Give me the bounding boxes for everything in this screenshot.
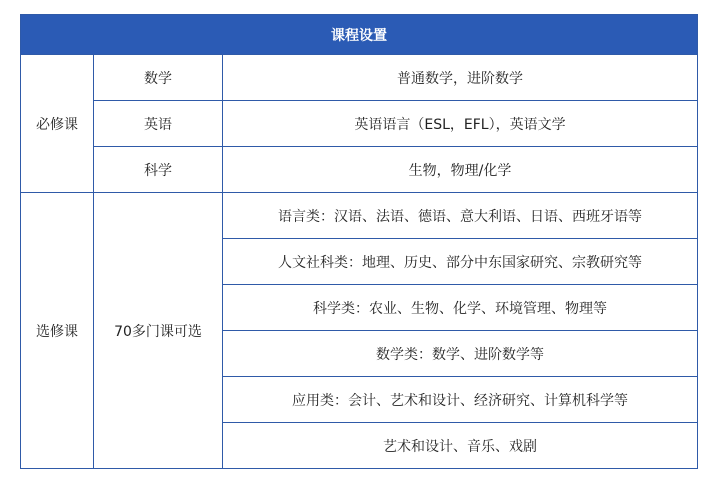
category-required: 必修课 — [21, 55, 94, 193]
content-cell: 英语语言（ESL，EFL），英语文学 — [223, 101, 698, 147]
content-cell: 普通数学，进阶数学 — [223, 55, 698, 101]
elective-subject-cell: 70多门课可选 — [94, 193, 223, 469]
subject-cell: 科学 — [94, 147, 223, 193]
content-cell: 艺术和设计、音乐、戏剧 — [223, 423, 698, 469]
subject-cell: 英语 — [94, 101, 223, 147]
subject-cell: 数学 — [94, 55, 223, 101]
content-cell: 生物，物理/化学 — [223, 147, 698, 193]
content-cell: 语言类：汉语、法语、德语、意大利语、日语、西班牙语等 — [223, 193, 698, 239]
content-cell: 人文社科类：地理、历史、部分中东国家研究、宗教研究等 — [223, 239, 698, 285]
content-cell: 应用类：会计、艺术和设计、经济研究、计算机科学等 — [223, 377, 698, 423]
content-cell: 科学类：农业、生物、化学、环境管理、物理等 — [223, 285, 698, 331]
table-title: 课程设置 — [21, 15, 698, 55]
course-table — [20, 14, 698, 469]
content-cell: 数学类：数学、进阶数学等 — [223, 331, 698, 377]
category-elective: 选修课 — [21, 193, 94, 469]
